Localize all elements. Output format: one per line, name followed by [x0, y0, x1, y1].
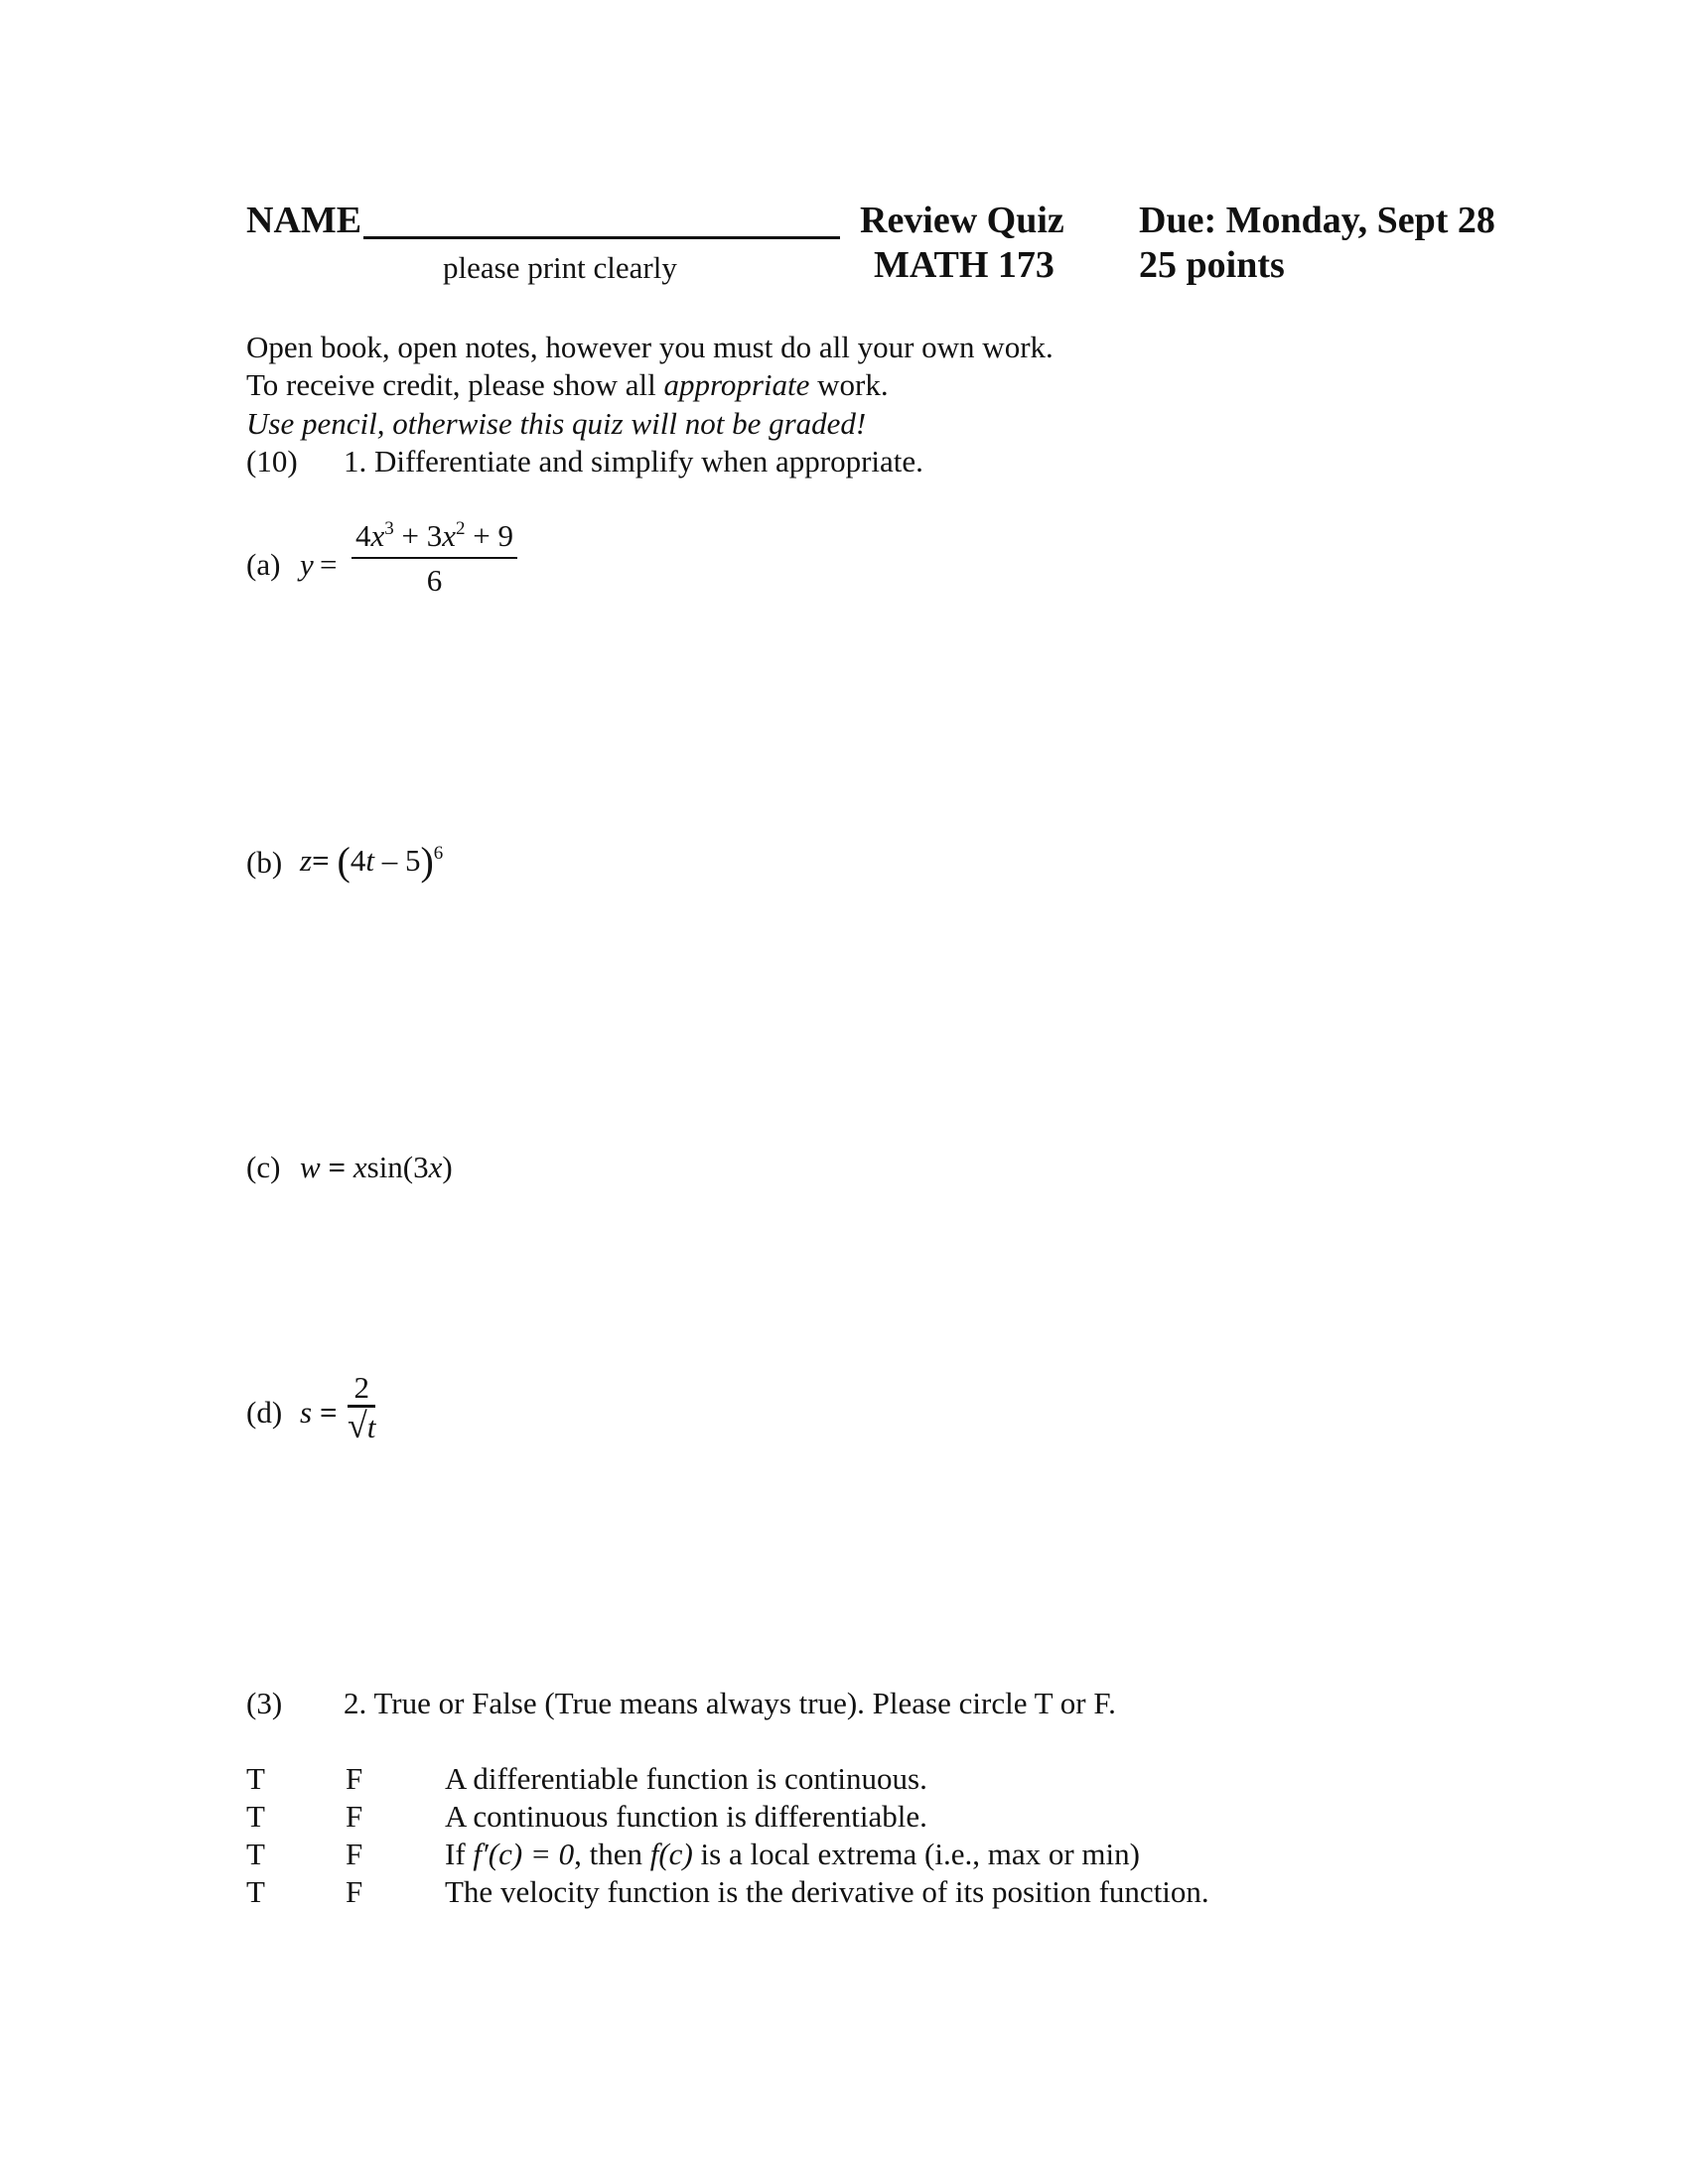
- tf-statement-suffix: is a local extrema (i.e., max or min): [692, 1837, 1140, 1871]
- part-b-label: (b): [246, 845, 283, 880]
- part-a-denominator: 6: [426, 563, 443, 598]
- true-option[interactable]: T: [246, 1761, 265, 1796]
- instruction-line-1: Open book, open notes, however you must do all your own work.: [246, 330, 1054, 364]
- tf-math-derivative: f′(c) = 0: [473, 1837, 575, 1871]
- tf-row-4: [246, 1876, 1438, 1914]
- course-code: MATH 173: [874, 244, 1055, 286]
- part-a-equals: =: [320, 547, 338, 582]
- due-date: Due: Monday, Sept 28: [1139, 200, 1495, 241]
- part-b-exponent: 6: [433, 843, 444, 864]
- tf-statement: The velocity function is the derivative of its position function.: [445, 1874, 1209, 1909]
- tf-statement-mid: , then: [574, 1837, 650, 1871]
- instruction-line-2-prefix: To receive credit, please show all: [246, 367, 664, 402]
- part-a-numerator: $4x^3 + 3x^2 + 9$: [355, 518, 513, 553]
- part-b-expression: z= (4t – 5)$^6$: [300, 839, 444, 884]
- part-d-equals: =: [320, 1395, 338, 1430]
- name-label: NAME: [246, 200, 362, 241]
- false-option[interactable]: F: [346, 1874, 363, 1909]
- part-d-numerator: 2: [353, 1370, 369, 1405]
- instruction-line-3: Use pencil, otherwise this quiz will not be graded!: [246, 406, 867, 441]
- true-option[interactable]: T: [246, 1874, 265, 1909]
- part-c-equals: =: [328, 1150, 347, 1184]
- part-b-equals: =: [312, 843, 330, 878]
- part-a-var: y: [300, 547, 314, 582]
- tf-statement: [445, 1839, 1140, 1869]
- name-blank-line[interactable]: [363, 236, 840, 239]
- part-d-label: (d): [246, 1395, 283, 1430]
- part-d-fraction: [348, 1372, 375, 1443]
- tf-statement: A continuous function is differentiable.: [445, 1799, 927, 1834]
- instruction-line-2-emphasis: appropriate: [663, 367, 810, 402]
- part-d-var: s: [300, 1395, 313, 1430]
- part-a-label: (a): [246, 547, 281, 582]
- name-hint: please print clearly: [443, 250, 677, 285]
- tf-statement: A differentiable function is continuous.: [445, 1761, 927, 1796]
- part-b-var: z: [300, 843, 313, 878]
- q1-prompt: 1. Differentiate and simplify when appropriate.: [344, 444, 923, 478]
- part-d-denominator: √t: [348, 1406, 376, 1445]
- false-option[interactable]: F: [346, 1761, 363, 1796]
- true-option[interactable]: T: [246, 1799, 265, 1834]
- sqrt-symbol: √: [348, 1406, 367, 1445]
- tf-row-2: [246, 1801, 1438, 1839]
- instruction-line-2-suffix: work.: [809, 367, 889, 402]
- part-c-expression: w = xsin(3x): [300, 1150, 453, 1184]
- part-c-label: (c): [246, 1150, 281, 1184]
- part-c-var: w: [300, 1150, 321, 1184]
- false-option[interactable]: F: [346, 1799, 363, 1834]
- quiz-title: Review Quiz: [860, 200, 1064, 241]
- true-option[interactable]: T: [246, 1837, 265, 1871]
- q2-points: (3): [246, 1686, 283, 1720]
- false-option[interactable]: F: [346, 1837, 363, 1871]
- instruction-line-2: [246, 369, 889, 400]
- total-points: 25 points: [1139, 244, 1285, 286]
- tf-statement-prefix: If: [445, 1837, 474, 1871]
- q1-points: (10): [246, 444, 298, 478]
- tf-math-fc: f(c): [649, 1837, 693, 1871]
- q2-prompt: 2. True or False (True means always true). Please circle T or F.: [344, 1686, 1116, 1720]
- tf-row-1: [246, 1763, 1438, 1801]
- part-a-fraction: [352, 520, 517, 596]
- tf-row-3: [246, 1839, 1438, 1876]
